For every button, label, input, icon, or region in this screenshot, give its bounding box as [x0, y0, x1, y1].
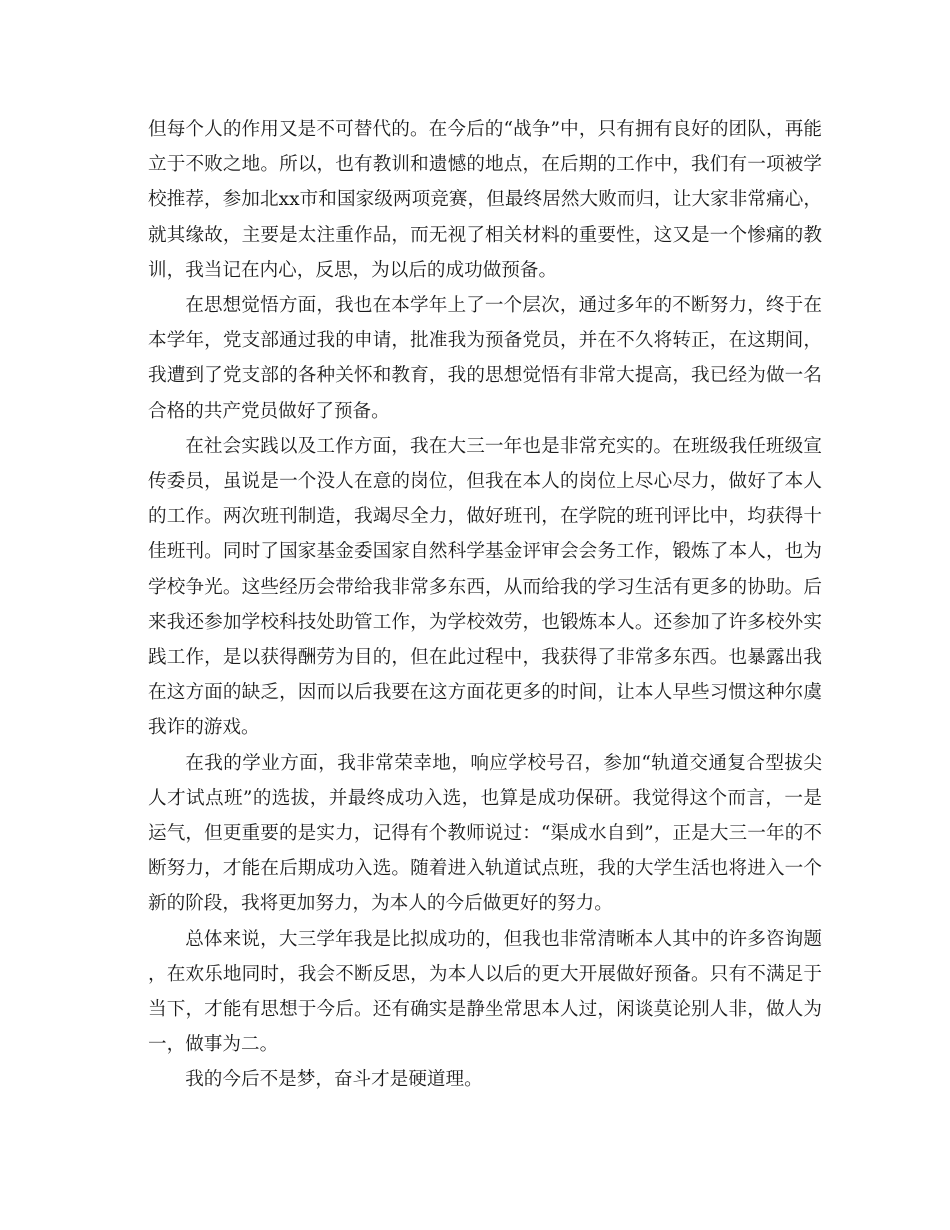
paragraph-summary: 总体来说，大三学年我是比拟成功的，但我也非常清晰本人其中的许多咨询题，在欢乐地同时，我会不断反思，为本人以后的更大开展做好预备。只有不满足于当下，才能有思想于今后。还有确实是静坐常思本人过，闲谈莫论别人非，做人为一，做事为二。 [148, 928, 822, 1056]
document-body [148, 112, 822, 1098]
paragraph-ideological-awareness: 在思想觉悟方面，我也在本学年上了一个层次，通过多年的不断努力，终于在本学年，党支部通过我的申请，批准我为预备党员，并在不久将转正，在这期间，我遭到了党支部的各种关怀和教育，我的思想觉悟有非常大提高，我已经为做一名合格的共产党员做好了预备。 [148, 295, 822, 422]
paragraph-social-practice: 在社会实践以及工作方面，我在大三一年也是非常充实的。在班级我任班级宣传委员，虽说是一个没人在意的岗位，但我在本人的岗位上尽心尽力，做好了本人的工作。两次班刊制造，我竭尽全力，做好班刊，在学院的班刊评比中，均获得十佳班刊。同时了国家基金委国家自然科学基金评审会会务工作，锻炼了本人，也为学校争光。这些经历会带给我非常多东西，从而给我的学习生活有更多的协助。后来我还参加学校科技处助管工作，为学校效劳，也锻炼本人。还参加了许多校外实践工作，是以获得酬劳为目的，但在此过程中，我获得了非常多东西。也暴露出我在这方面的缺乏，因而以后我要在这方面花更多的时间，让本人早些习惯这种尔虞我诈的游戏。 [148, 435, 822, 739]
paragraph-academics: 在我的学业方面，我非常荣幸地，响应学校号召，参加“轨道交通复合型拔尖人才试点班”的选拔，并最终成功入选，也算是成功保研。我觉得这个而言，一是运气，但更重要的是实力，记得有个教师说过：“渠成水自到”，正是大三一年的不断努力，才能在后期成功入选。随着进入轨道试点班，我的大学生活也将进入一个新的阶段，我将更加努力，为本人的今后做更好的努力。 [148, 752, 822, 915]
paragraph-closing: 我的今后不是梦，奋斗才是硬道理。 [185, 1069, 483, 1091]
paragraph-team-lessons: 但每个人的作用又是不可替代的。在今后的“战争”中，只有拥有良好的团队，再能立于不败之地。所以，也有教训和遗憾的地点，在后期的工作中，我们有一项被学校推荐，参加北xx市和国家级两项竞赛，但最终居然大败而归，让大家非常痛心，就其缘故，主要是太注重作品，而无视了相关材料的重要性，这又是一个惨痛的教训，我当记在内心，反思，为以后的成功做预备。 [148, 119, 822, 281]
